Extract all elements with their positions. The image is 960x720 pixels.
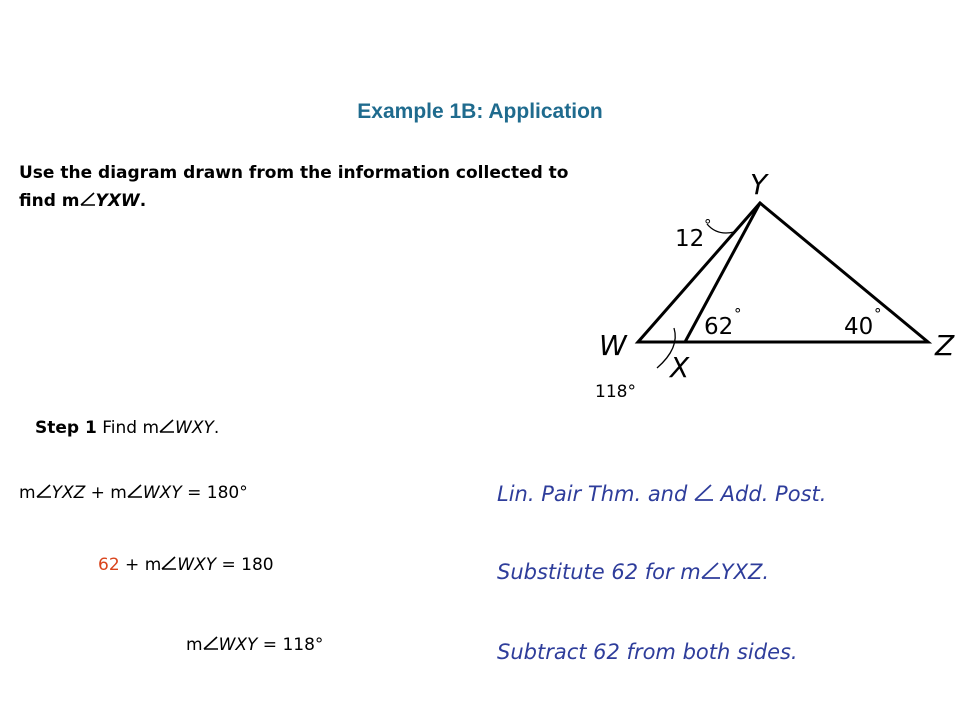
eq-rhs: = 118°: [257, 635, 324, 655]
equation-2: [98, 555, 274, 575]
step-suffix: .: [213, 418, 220, 438]
eq-mid: + m: [119, 555, 162, 575]
page-title: Example 1B: Application: [357, 100, 603, 123]
vertex-label-x: X: [670, 351, 690, 384]
prompt-suffix: .: [139, 191, 147, 211]
eq-angle-2: WXY: [142, 483, 182, 503]
step-text: Find m: [96, 418, 160, 438]
triangle-outline: [638, 203, 928, 342]
equation-1: [19, 483, 248, 503]
angle-icon: [203, 636, 219, 650]
eq-m: m: [19, 483, 36, 503]
vertex-label-y: Y: [750, 168, 768, 201]
angle-icon: [80, 192, 96, 206]
triangle-diagram: [595, 160, 955, 420]
degree-12: °: [704, 216, 712, 234]
reason-1: [497, 482, 826, 506]
reason-1-b: Add. Post.: [714, 482, 827, 506]
prompt-prefix: find m: [19, 191, 80, 211]
prompt-line-2: [19, 187, 599, 215]
equation-3: [186, 635, 323, 655]
eq-number: 62: [98, 555, 120, 575]
angle-icon: [36, 484, 52, 498]
reason-2-b: YXZ.: [720, 560, 770, 584]
angle-label-62: 62: [704, 314, 734, 340]
angle-icon: [127, 484, 143, 498]
angle-icon: [694, 484, 714, 501]
prompt-angle: YXW: [95, 191, 140, 211]
eq-angle-1: WXY: [218, 635, 258, 655]
problem-prompt: [19, 159, 599, 215]
angle-label-118: 118°: [595, 382, 636, 402]
angle-label-40: 40: [844, 314, 874, 340]
degree-62: °: [734, 305, 742, 323]
eq-angle-1: YXZ: [51, 483, 86, 503]
step-heading: Step 1: [35, 418, 97, 438]
eq-m: m: [186, 635, 203, 655]
angle-icon: [161, 556, 177, 570]
prompt-line-1: Use the diagram drawn from the information collected to: [19, 163, 569, 183]
eq-rhs: = 180: [216, 555, 274, 575]
reason-1-a: Lin. Pair Thm. and: [497, 482, 694, 506]
eq-mid: + m: [85, 483, 127, 503]
reason-2-a: Substitute 62 for m: [497, 560, 701, 584]
reason-2: [497, 560, 769, 584]
angle-icon: [701, 562, 721, 579]
angle-label-12: 12: [675, 226, 705, 252]
vertex-label-w: W: [599, 329, 627, 362]
step-1: [35, 418, 219, 438]
angle-icon: [159, 419, 175, 433]
eq-angle-2: WXY: [177, 555, 217, 575]
degree-40: °: [874, 305, 882, 323]
reason-3: Subtract 62 from both sides.: [497, 640, 798, 664]
step-angle: WXY: [175, 418, 214, 438]
eq-rhs: = 180°: [181, 483, 248, 503]
vertex-label-z: Z: [935, 329, 955, 362]
